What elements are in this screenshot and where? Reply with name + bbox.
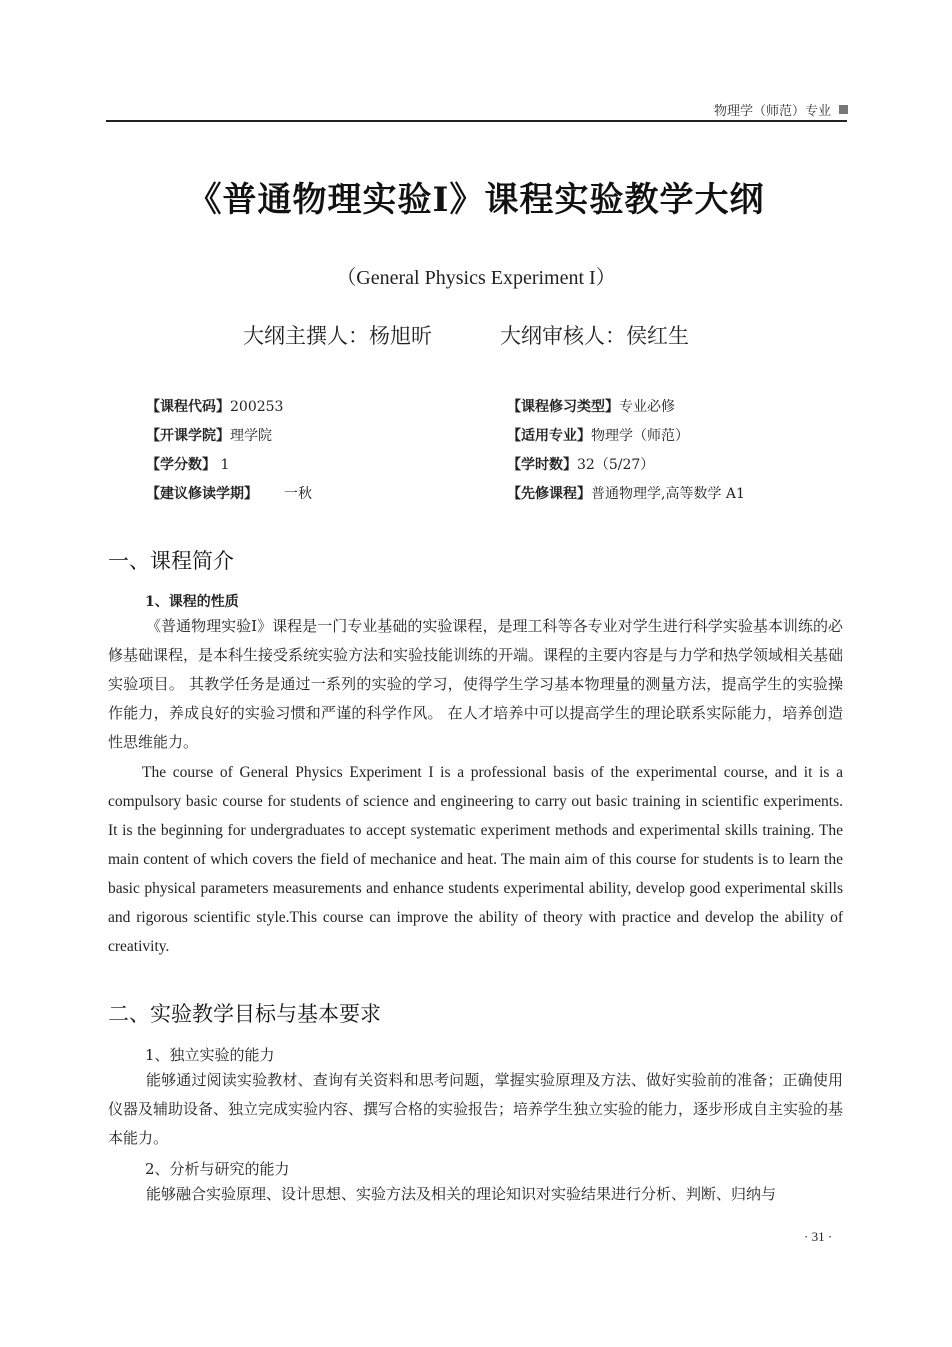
author: 大纲主撰人：杨旭昕 — [243, 324, 432, 348]
item2-text: 能够融合实验原理、设计思想、实验方法及相关的理论知识对实验结果进行分析、判断、归纳与 — [146, 1185, 777, 1203]
running-header-text: 物理学（师范）专业 — [713, 104, 831, 119]
course-credit: 【学分数】 1 — [146, 457, 230, 473]
authors-line — [243, 320, 803, 350]
section1-para-en: The course of General Physics Experiment I is a professional basis of the experimental course, and it is a compulsory basic course for students of science and engineering to carry out basic training in scientific experiments. It is the beginning for undergraduates to accept systematic experiment methods and experimental skills training. The main content of which covers the field of mechanice and heat. The main aim of this course for students is to learn the basic physical parameters measurements and enhance students experimental ability, develop good experimental skills and rigorous scientific style.This course can improve the ability of theory with practice and develop the ability of creativity. — [108, 764, 843, 955]
course-hours: 【学时数】32（5/27） — [507, 457, 655, 473]
course-code: 【课程代码】200253 — [146, 399, 284, 415]
course-college: 【开课学院】理学院 — [146, 428, 272, 444]
item2-title: 2、分析与研究的能力 — [145, 1160, 290, 1178]
document-subtitle: （General Physics Experiment I） — [336, 267, 616, 289]
header-rule — [106, 120, 847, 122]
page-number: · 31 · — [804, 1229, 833, 1244]
item1-text: 能够通过阅读实验教材、查询有关资料和思考问题，掌握实验原理及方法、做好实验前的准备；正确使用仪器及辅助设备、独立完成实验内容、撰写合格的实验报告；培养学生独立实验的能力，逐步形成自主实验的基本能力。 — [108, 1071, 844, 1147]
item1-title: 1、独立实验的能力 — [145, 1046, 275, 1064]
section1-heading: 一、课程简介 — [108, 549, 234, 573]
reviewer: 大纲审核人：侯红生 — [500, 324, 689, 348]
document-title: 《普通物理实验Ⅰ》课程实验教学大纲 — [187, 180, 765, 220]
running-header — [714, 100, 848, 119]
course-prereq: 【先修课程】普通物理学,高等数学 A1 — [507, 486, 745, 502]
course-major: 【适用专业】物理学（师范） — [507, 428, 689, 444]
section1-para-cn: 《普通物理实验Ⅰ》课程是一门专业基础的实验课程，是理工科等各专业对学生进行科学实验基本训练的必修基础课程，是本科生接受系统实验方法和实验技能训练的开端。课程的主要内容是与力学和热学领域相关基础实验项目。 其教学任务是通过一系列的实验的学习，使得学生学习基本物理量的测量方法，提高学生的实验操作能力，养成良好的实验习惯和严谨的科学作风。 在人才培养中可以提高学生的理论联系实际能力，培养创造性思维能力。 — [108, 617, 844, 751]
square-icon — [839, 105, 848, 114]
section1-subheading: 1、课程的性质 — [145, 594, 239, 610]
course-term: 【建议修读学期】 一秋 — [146, 486, 312, 502]
section2-heading: 二、实验教学目标与基本要求 — [108, 1002, 381, 1026]
course-type: 【课程修习类型】专业必修 — [507, 399, 675, 415]
